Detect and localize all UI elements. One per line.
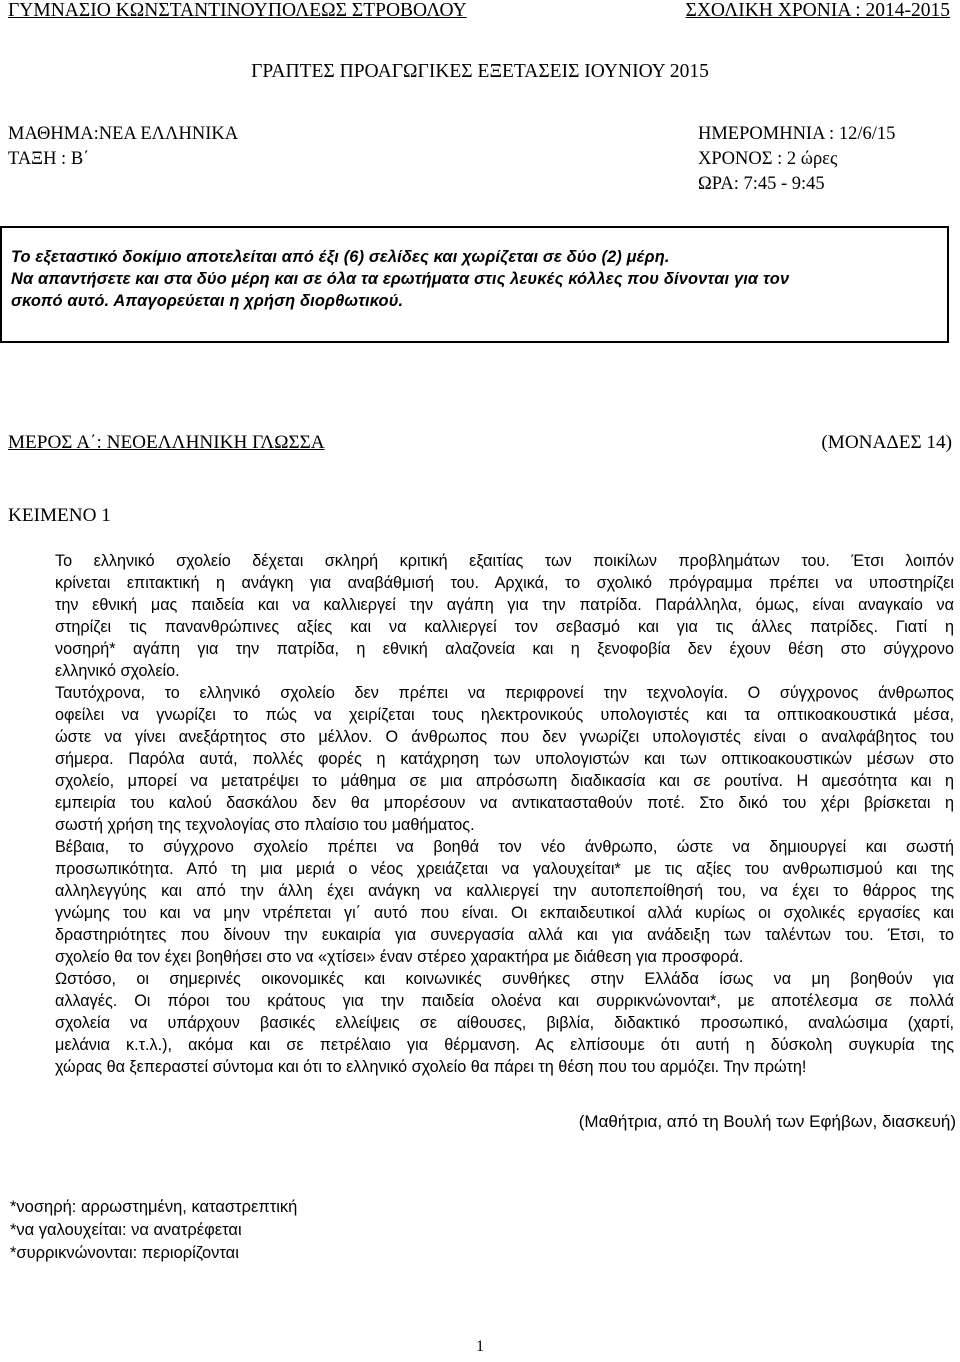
page-number: 1 bbox=[476, 1338, 484, 1355]
text-line: Ωστόσο, οι σημερινές οικονομικές και κοινωνικές συνθήκες στην Ελλάδα ίσως να μη βοηθούν για bbox=[55, 970, 954, 988]
instruction-line: Το εξεταστικό δοκίμιο αποτελείται από έξι (6) σελίδες και χωρίζεται σε δύο (2) μέρη. bbox=[11, 248, 670, 266]
text-line: προσωπικότητα. Από τη μια μεριά ο νέος χρειάζεται να γαλουχείται* με τις αξίες του ανθρωπισμού και της bbox=[55, 860, 954, 878]
text-line: δραστηριότητες που δίνουν την ευκαιρία για συνεργασία αλλά και για ανάδειξη των ταλέντων του. Έτσι, το bbox=[55, 926, 954, 944]
glossary-notes bbox=[10, 1196, 297, 1265]
paragraph-3 bbox=[8, 836, 954, 968]
text-line: σωστή χρήση της τεχνολογίας στο πλαίσιο του μαθήματος. bbox=[55, 816, 475, 834]
school-name: ΓΥΜΝΑΣΙΟ ΚΩΝΣΤΑΝΤΙΝΟΥΠΟΛΕΩΣ ΣΤΡΟΒΟΛΟΥ bbox=[8, 0, 467, 21]
instruction-line: Να απαντήσετε και στα δύο μέρη και σε όλα τα ερωτήματα στις λευκές κόλλες που δίνονται για τον bbox=[11, 270, 790, 288]
text-line: κρίνεται επιτακτική η ανάγκη για αναβάθμισή του. Αρχικά, το σχολικό πρόγραμμα πρέπει να υποστηρίζει bbox=[55, 574, 954, 592]
text-line: οφείλει να γνωρίζει το πώς να χειρίζεται τους ηλεκτρονικούς υπολογιστές και τα οπτικοακουστικά μέσα, bbox=[55, 706, 954, 724]
text-line: σχολεία να υπάρχουν βασικές ελλείψεις σε αίθουσες, βιβλία, διδακτικό προσωπικό, αναλώσιμα (χαρτί, bbox=[55, 1014, 954, 1032]
exam-duration: ΧΡΟΝΟΣ : 2 ώρες bbox=[698, 149, 838, 169]
exam-time: ΩΡΑ: 7:45 - 9:45 bbox=[698, 174, 825, 194]
text-line: Βέβαια, το σύγχρονο σχολείο πρέπει να βοηθά τον νέο άνθρωπο, ώστε να δημιουργεί και σωστή bbox=[55, 838, 954, 856]
text-line: μελάνια κ.τ.λ.), ακόμα και σε πετρέλαιο για θέρμανση. Ας ελπίσουμε ότι αυτή η δύσκολη συγκυρία της bbox=[55, 1036, 954, 1054]
exam-meta-left bbox=[8, 122, 238, 172]
text-line: εμπειρία του καλού δασκάλου δεν θα μπορέσουν να αντικατασταθούν ποτέ. Στο δικό του χέρι βρίσκεται η bbox=[55, 794, 954, 812]
glossary-note: *νοσηρή: αρρωστημένη, καταστρεπτική bbox=[10, 1198, 298, 1216]
text-line: αλλαγές. Οι πόροι του κράτους για την παιδεία ολοένα και συρρικνώνονται*, με αποτέλεσμα σε πολλά bbox=[55, 992, 954, 1010]
text-line: νοσηρή* αγάπη για την πατρίδα, η εθνική αλαζονεία και η ξενοφοβία δεν έχουν θέση στο σύγχρονο bbox=[55, 640, 954, 658]
paragraph-1 bbox=[8, 550, 954, 682]
text-line: στηρίζει τις πανανθρώπινες αξίες και να καλλιεργεί τον σεβασμό και για τις άλλες πατρίδες. Γιατί η bbox=[55, 618, 954, 636]
text-label: ΚΕΙΜΕΝΟ 1 bbox=[8, 505, 111, 526]
exam-date: ΗΜΕΡΟΜΗΝΙΑ : 12/6/15 bbox=[698, 124, 896, 144]
text-line: γνώμης του και να μην ντρέπεται γι΄ αυτό που είναι. Οι εκπαιδευτικοί αλλά κυρίως οι σχολικές εργασίες και bbox=[55, 904, 954, 922]
text-line: ώστε να γίνει ανεξάρτητος στο μέλλον. Ο άνθρωπος που δεν γνωρίζει υπολογιστές είναι ο αναλφάβητος του bbox=[55, 728, 954, 746]
text-line: Ταυτόχρονα, το ελληνικό σχολείο δεν πρέπει να περιφρονεί την τεχνολογία. Ο σύγχρονος άνθρωπος bbox=[55, 684, 954, 702]
instructions-box bbox=[0, 226, 949, 343]
section-title: ΜΕΡΟΣ Α΄: ΝΕΟΕΛΛΗΝΙΚΗ ΓΛΩΣΣΑ bbox=[8, 432, 325, 453]
subject: ΜΑΘΗΜΑ:ΝΕΑ ΕΛΛΗΝΙΚΑ bbox=[8, 124, 239, 144]
exam-title: ΓΡΑΠΤΕΣ ΠΡΟΑΓΩΓΙΚΕΣ ΕΞΕΤΑΣΕΙΣ ΙΟΥΝΙΟΥ 2015 bbox=[251, 61, 709, 82]
instruction-line: σκοπό αυτό. Απαγορεύεται η χρήση διορθωτικού. bbox=[11, 292, 404, 310]
passage bbox=[8, 550, 954, 1078]
text-line: την εθνική μας παιδεία και να καλλιεργεί την αγάπη για την πατρίδα. Παράλληλα, όμως, είναι αναγκαίο να bbox=[55, 596, 954, 614]
text-line: ελληνικό σχολείο. bbox=[55, 662, 180, 680]
glossary-note: *να γαλουχείται: να ανατρέφεται bbox=[10, 1221, 242, 1239]
text-line: σήμερα. Παρόλα αυτά, πολλές φορές η κατάχρηση των υπολογιστών και των οπτικοακουστικών μέσων στο bbox=[55, 750, 954, 768]
source-attribution: (Μαθήτρια, από τη Βουλή των Εφήβων, διασκευή) bbox=[578, 1112, 956, 1131]
text-line: χώρας θα ξεπεραστεί σύντομα και ότι το ελληνικό σχολείο θα πάρει τη θέση που του αρμόζει. Την πρώτη! bbox=[55, 1058, 807, 1076]
school-year: ΣΧΟΛΙΚΗ ΧΡΟΝΙΑ : 2014-2015 bbox=[685, 0, 950, 21]
class-level: ΤΑΞΗ : Β΄ bbox=[8, 149, 90, 169]
paragraph-2 bbox=[8, 682, 954, 836]
text-line: σχολείο, μπορεί να μετατρέψει το μάθημα σε μια απρόσωπη διαδικασία και σε ρουτίνα. Η αμεσότητα και η bbox=[55, 772, 954, 790]
paragraph-4 bbox=[8, 968, 954, 1078]
text-line: αλληλεγγύης και από την άλλη έχει ανάγκη να καλλιεργεί την αυτοπεποίθησή του, να έχει το θάρρος της bbox=[55, 882, 954, 900]
text-line: σχολείο θα τον έχει βοηθήσει στο να «χτίσει» έναν στέρεο χαρακτήρα με διάθεση για προσφορά. bbox=[55, 948, 744, 966]
exam-meta-right bbox=[698, 122, 895, 197]
section-heading bbox=[8, 432, 952, 454]
glossary-note: *συρρικνώνονται: περιορίζονται bbox=[10, 1244, 239, 1262]
text-line: Το ελληνικό σχολείο δέχεται σκληρή κριτική εξαιτίας των ποικίλων προβλημάτων του. Έτσι λοιπόν bbox=[55, 552, 954, 570]
section-units: (ΜΟΝΑΔΕΣ 14) bbox=[821, 432, 952, 453]
